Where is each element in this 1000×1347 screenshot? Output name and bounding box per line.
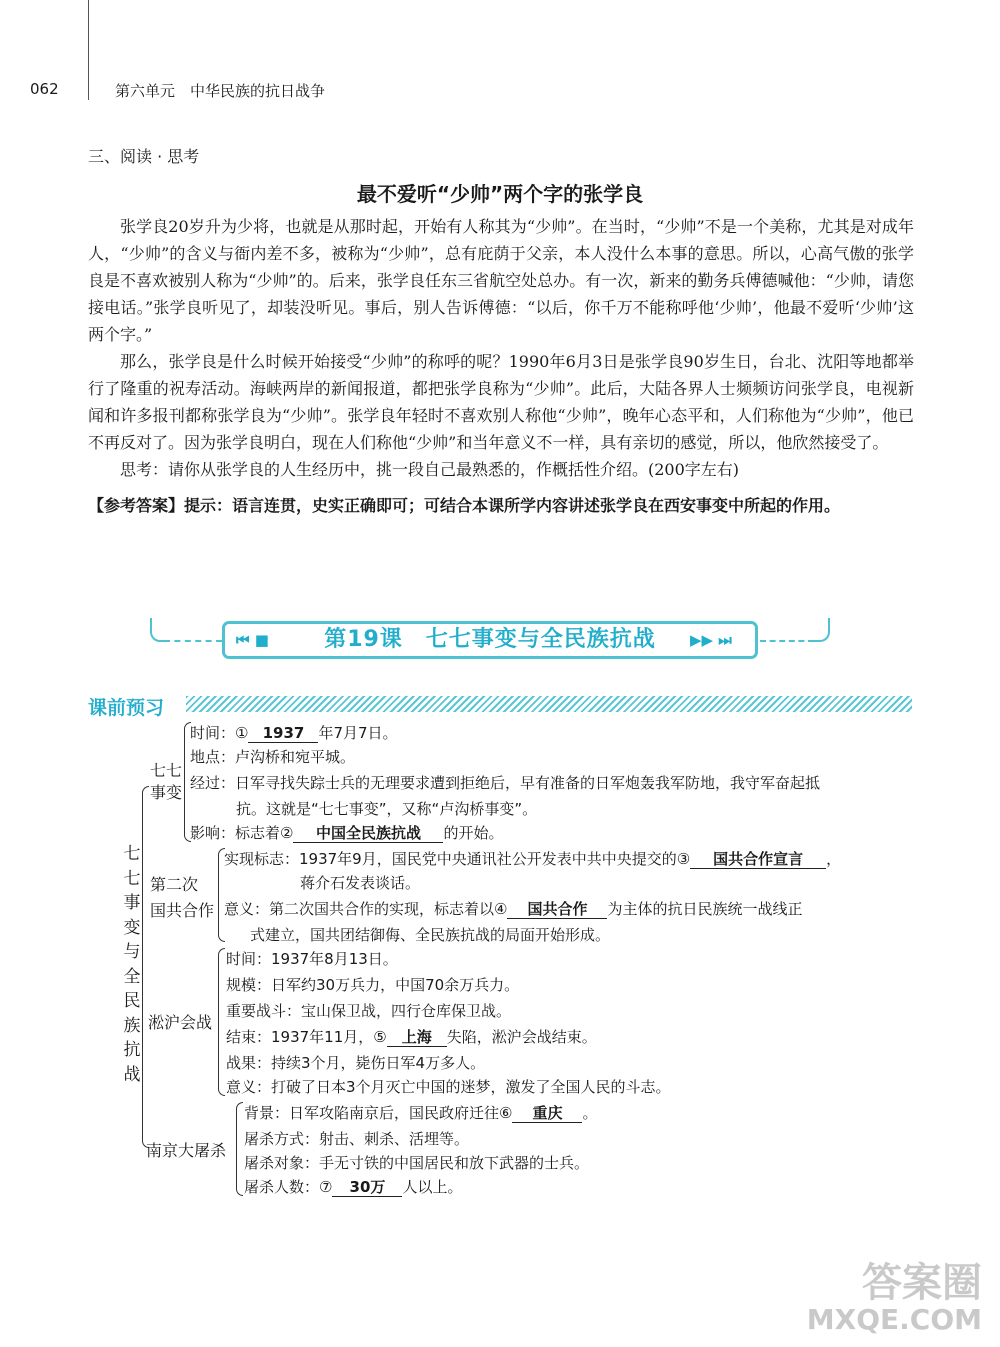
root-char: 族: [123, 1015, 141, 1036]
coop-meaning-text-2: 为主体的抗日民族统一战线正: [607, 900, 803, 918]
coop-meaning-2: 式建立，国共团结御侮、全民族抗战的局面开始形成。: [250, 926, 611, 944]
root-label: [122, 842, 142, 1087]
coop-mark-2: 蒋介石发表谈话。: [300, 874, 421, 892]
root-char: 变: [123, 917, 141, 938]
preview-hatch-bar: [186, 696, 912, 712]
songhu-brace: [218, 948, 225, 1096]
watermark-logo: [807, 1262, 982, 1336]
root-char: 全: [123, 966, 141, 987]
nanjing-label: 南京大屠杀: [146, 1141, 227, 1160]
root-char: 七: [123, 868, 141, 889]
article-paragraph-1: 张学良20岁升为少将，也就是从那时起，开始有人称其为“少帅”。在当时，“少帅”不是一个美称，尤其是对成年人，“少帅”的含义与衙内差不多，被称为“少帅”，总有庇荫于父亲，本人没什么本事的意思。所以，心高气傲的张学良是不喜欢被别人称为“少帅”的。后来，张学良任东三省航空处总办。有一次，新来的勤务兵傅德喊他：“少帅，请您接电话。”张学良听见了，却装没听见。事后，别人告诉傅德：“以后，你千万不能称呼他‘少帅’，他最不爱听‘少帅’这两个字。”: [88, 217, 914, 344]
qiqi-effect-text: 影响：标志着②: [190, 824, 294, 842]
songhu-scale: 规模：日军约30万兵力，中国70余万兵力。: [226, 976, 520, 994]
nanjing-bg-text-2: 。: [582, 1104, 598, 1122]
preview-label: 课前预习: [88, 697, 165, 719]
songhu-time: 时间：1937年8月13日。: [226, 950, 398, 968]
thinking-question: 思考：请你从张学良的人生经历中，挑一段自己最熟悉的，作概括性介绍。(200字左右): [120, 460, 740, 479]
article-title: 最不爱听“少帅”两个字的张学良: [356, 182, 644, 206]
article-paragraph-2: 那么，张学良是什么时候开始接受“少帅”的称呼的呢？1990年6月3日是张学良90岁生日，台北、沈阳等地都举行了隆重的祝寿活动。海峡两岸的新闻报道，都把张学良称为“少帅”。此后，大陆各界人士频频访问张学良，电视新闻和许多报刊都称张学良为“少帅”。张学良年轻时不喜欢别人称他“少帅”，晚年心态平和，人们称他为“少帅”，他已不再反对了。因为张学良明白，现在人们称他“少帅”和当年意义不一样，具有亲切的感觉，所以，他欣然接受了。: [88, 352, 914, 452]
coop-meaning: [224, 898, 802, 919]
qiqi-process-1: 经过：日军寻找失踪士兵的无理要求遭到拒绝后，早有准备的日军炮轰我军防地，我守军奋起抵: [190, 774, 821, 792]
coop-mark: [224, 848, 841, 869]
qiqi-time-text: 时间：①: [190, 724, 249, 742]
banner-dash-right: [760, 640, 814, 642]
root-char: 七: [123, 844, 141, 864]
root-char: 抗: [123, 1040, 141, 1060]
songhu-end-blank: 上海: [387, 1029, 447, 1047]
coop-label-2: 国共合作: [150, 901, 215, 920]
qiqi-effect: [190, 822, 503, 843]
root-char: 民: [123, 991, 141, 1011]
coop-meaning-text: 意义：第二次国共合作的实现，标志着以④: [224, 900, 508, 918]
qiqi-time-blank: 1937: [248, 725, 318, 743]
songhu-end: [226, 1026, 597, 1047]
nanjing-target: 屠杀对象：手无寸铁的中国居民和放下武器的士兵。: [244, 1154, 590, 1172]
coop-mark-text: 实现标志：1937年9月，国民党中央通讯社公开发表中共中央提交的③: [224, 850, 691, 868]
banner-curl-right: [814, 618, 830, 642]
nanjing-count: [244, 1176, 462, 1197]
nanjing-count-text: 屠杀人数：⑦: [244, 1178, 333, 1196]
songhu-battles: 重要战斗：宝山保卫战，四行仓库保卫战。: [226, 1002, 512, 1020]
coop-label-1: 第二次: [150, 875, 199, 894]
watermark-line-2: MXQE.COM: [806, 1303, 982, 1336]
header-divider: [88, 0, 89, 100]
unit-title: 第六单元 中华民族的抗日战争: [115, 82, 326, 100]
coop-mark-text-2: ，: [826, 850, 842, 868]
nanjing-background: [244, 1102, 597, 1123]
songhu-result: 战果：持续3个月，毙伤日军4万多人。: [226, 1054, 486, 1072]
coop-meaning-blank: 国共合作: [507, 901, 607, 919]
article-body: [88, 213, 914, 483]
root-char: 事: [123, 893, 141, 913]
nanjing-bg-text: 背景：日军攻陷南京后，国民政府迁往⑥: [244, 1104, 513, 1122]
page-number: 062: [30, 80, 59, 98]
qiqi-process-2: 抗。这就是“七七事变”，又称“卢沟桥事变”。: [236, 800, 538, 818]
qiqi-effect-text-2: 的开始。: [443, 824, 504, 842]
songhu-meaning: 意义：打破了日本3个月灭亡中国的迷梦，激发了全国人民的斗志。: [226, 1078, 671, 1096]
watermark-line-1: 答案圈: [862, 1260, 982, 1306]
qiqi-label: 七七 事变: [150, 761, 183, 802]
section-title: 三、阅读 · 思考: [88, 147, 200, 166]
songhu-end-text: 结束：1937年11月，⑤: [226, 1028, 387, 1046]
root-brace: [142, 786, 149, 1148]
lesson-title: 第19课 七七事变与全民族抗战: [324, 627, 656, 652]
qiqi-effect-blank: 中国全民族抗战: [293, 825, 443, 843]
root-char: 战: [123, 1064, 141, 1085]
nanjing-method: 屠杀方式：射击、刺杀、活埋等。: [244, 1130, 470, 1148]
coop-mark-blank: 国共合作宣言: [690, 851, 826, 869]
nanjing-bg-blank: 重庆: [512, 1105, 582, 1123]
nanjing-count-text-2: 人以上。: [402, 1178, 463, 1196]
nanjing-count-blank: 30万: [332, 1179, 402, 1197]
qiqi-time-text-2: 年7月7日。: [318, 724, 398, 742]
root-char: 与: [123, 942, 141, 962]
skip-forward-icon: ▶▶ ⏭: [690, 631, 732, 649]
reference-answer: 【参考答案】提示：语言连贯，史实正确即可；可结合本课所学内容讲述张学良在西安事变中所起的作用。: [88, 496, 841, 515]
skip-back-icon: ⏮ ■: [236, 631, 269, 649]
qiqi-time: [190, 722, 398, 743]
nanjing-brace: [236, 1102, 243, 1196]
qiqi-place: 地点：卢沟桥和宛平城。: [190, 748, 356, 766]
songhu-end-text-2: 失陷，淞沪会战结束。: [446, 1028, 597, 1046]
banner-dash-left: [164, 640, 222, 642]
banner-curl-left: [150, 618, 166, 642]
songhu-label: 淞沪会战: [148, 1013, 213, 1032]
